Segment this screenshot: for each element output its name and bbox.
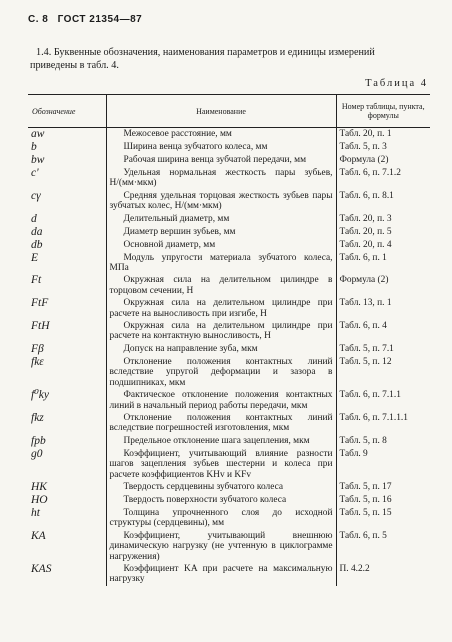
table-row bbox=[28, 128, 430, 142]
symbols-table bbox=[28, 94, 430, 586]
row-ref: Табл. 13, п. 1 bbox=[339, 298, 392, 309]
row-symbol: Ft bbox=[31, 274, 42, 287]
table-row bbox=[28, 141, 430, 154]
row-symbol: KA bbox=[31, 529, 46, 542]
row-ref: Табл. 20, п. 1 bbox=[339, 129, 392, 139]
row-name: Допуск на направление зуба, мкм bbox=[106, 343, 336, 356]
row-ref: Формула (2) bbox=[339, 155, 389, 165]
row-name: Отклонение положения контактных линий вследствие упругой деформации и зазора в подшипниках, мкм bbox=[106, 356, 336, 389]
row-symbol: c' bbox=[31, 167, 39, 179]
column-header-name: Наименование bbox=[106, 95, 336, 128]
row-name: Отклонение положения контактных линий вследствие погрешностей изготовления, мкм bbox=[106, 412, 336, 435]
page-header bbox=[28, 14, 148, 25]
row-symbol: b bbox=[31, 141, 37, 153]
row-name: Ширина венца зубчатого колеса, мм bbox=[106, 141, 336, 154]
row-symbol: FtH bbox=[31, 320, 50, 333]
row-symbol: HK bbox=[31, 480, 47, 493]
row-name: Удельная нормальная жесткость пары зубьев, Н/(мм·мкм) bbox=[106, 167, 336, 190]
row-ref: Табл. 20, п. 4 bbox=[339, 239, 392, 250]
row-ref: Табл. 6, п. 4 bbox=[339, 321, 387, 332]
table-row bbox=[28, 239, 430, 252]
table-row bbox=[28, 320, 430, 343]
row-symbol: FtF bbox=[31, 297, 49, 310]
table-row bbox=[28, 343, 430, 356]
intro-line-1: 1.4. Буквенные обозначения, наименования параметров и единицы измерений bbox=[36, 47, 375, 58]
row-symbol: ht bbox=[31, 506, 40, 519]
row-symbol: g0 bbox=[31, 447, 43, 460]
row-ref: Табл. 5, п. 15 bbox=[339, 507, 392, 518]
row-ref: П. 4.2.2 bbox=[339, 563, 370, 574]
row-name: Делительный диаметр, мм bbox=[106, 213, 336, 226]
row-name: Средняя удельная торцовая жесткость зубьев пары зубчатых колес, Н/(мм·мкм) bbox=[106, 190, 336, 213]
row-name: Фактическое отклонение положения контактных линий в начальный период работы передачи, мкм bbox=[106, 389, 336, 412]
row-name: Диаметр вершин зубьев, мм bbox=[106, 226, 336, 239]
row-symbol: HO bbox=[31, 493, 48, 506]
table-row bbox=[28, 252, 430, 275]
column-header-symbol: Обозначение bbox=[28, 95, 106, 128]
table-row bbox=[28, 154, 430, 167]
standard-code: ГОСТ 21354—87 bbox=[57, 14, 143, 25]
row-name: Окружная сила на делительном цилиндре в торцовом сечении, Н bbox=[106, 274, 336, 297]
row-ref: Формула (2) bbox=[339, 275, 389, 286]
row-name: Толщина упрочненного слоя до исходной структуры (сердцевины), мм bbox=[106, 507, 336, 530]
row-symbol: db bbox=[31, 238, 43, 251]
table-row bbox=[28, 412, 430, 435]
row-symbol: cγ bbox=[31, 189, 41, 202]
row-name: Основной диаметр, мм bbox=[106, 239, 336, 252]
row-name: Коэффициент, учитывающий внешнюю динамическую нагрузку (не учтенную в циклограмме нагружения) bbox=[106, 530, 336, 563]
row-ref: Табл. 6, п. 7.1.1.1 bbox=[339, 412, 408, 423]
row-symbol: E bbox=[31, 251, 39, 264]
intro-paragraph bbox=[30, 46, 430, 72]
row-symbol: KAS bbox=[31, 562, 52, 575]
table-row bbox=[28, 563, 430, 586]
row-ref: Табл. 5, п. 17 bbox=[339, 481, 392, 492]
table-row bbox=[28, 507, 430, 530]
table-row bbox=[28, 190, 430, 213]
row-symbol: f⁰ky bbox=[31, 389, 50, 402]
row-symbol: fpb bbox=[31, 434, 46, 447]
table-row bbox=[28, 274, 430, 297]
row-symbol: fkε bbox=[31, 355, 44, 368]
row-ref: Табл. 6, п. 5 bbox=[339, 530, 387, 541]
table-row bbox=[28, 481, 430, 494]
row-ref: Табл. 6, п. 8.1 bbox=[339, 190, 394, 201]
row-ref: Табл. 20, п. 5 bbox=[339, 226, 392, 237]
row-symbol: d bbox=[31, 212, 37, 225]
table-row bbox=[28, 448, 430, 481]
row-ref: Табл. 20, п. 3 bbox=[339, 213, 392, 224]
table-row bbox=[28, 389, 430, 412]
table-row bbox=[28, 435, 430, 448]
row-ref: Табл. 6, п. 7.1.1 bbox=[339, 390, 401, 401]
table-row bbox=[28, 213, 430, 226]
table-row bbox=[28, 297, 430, 320]
table-row bbox=[28, 226, 430, 239]
row-name: Окружная сила на делительном цилиндре при расчете на контактную выносливость, Н bbox=[106, 320, 336, 343]
row-ref: Табл. 5, п. 7.1 bbox=[339, 343, 394, 354]
row-name: Коэффициент KA при расчете на максимальную нагрузку bbox=[106, 563, 336, 586]
row-symbol: bw bbox=[31, 154, 45, 166]
row-ref: Табл. 6, п. 7.1.2 bbox=[339, 168, 401, 178]
row-name: Межосевое расстояние, мм bbox=[106, 128, 336, 142]
row-name: Твердость сердцевины зубчатого колеса bbox=[106, 481, 336, 494]
row-symbol: aw bbox=[31, 128, 45, 140]
row-name: Твердость поверхности зубчатого колеса bbox=[106, 494, 336, 507]
page-number: С. 8 bbox=[28, 14, 49, 25]
row-symbol: fkz bbox=[31, 411, 44, 424]
intro-line-2: приведены в табл. 4. bbox=[30, 60, 119, 71]
table-row bbox=[28, 494, 430, 507]
row-name: Окружная сила на делительном цилиндре при расчете на выносливость при изгибе, Н bbox=[106, 297, 336, 320]
table-header-row bbox=[28, 95, 430, 128]
table-row bbox=[28, 530, 430, 563]
table-title: Таблица 4 bbox=[365, 78, 428, 89]
row-ref: Табл. 9 bbox=[339, 448, 368, 459]
row-ref: Табл. 5, п. 3 bbox=[339, 142, 387, 152]
row-ref: Табл. 6, п. 1 bbox=[339, 252, 387, 263]
row-name: Модуль упругости материала зубчатого колеса, МПа bbox=[106, 252, 336, 275]
column-header-ref: Номер таблицы, пункта, формулы bbox=[336, 95, 430, 128]
row-name: Рабочая ширина венца зубчатой передачи, мм bbox=[106, 154, 336, 167]
table-row bbox=[28, 356, 430, 389]
row-name: Коэффициент, учитывающий влияние разности шагов зацепления зубьев шестерни и колеса при расчете коэффициентов KHv и KFv bbox=[106, 448, 336, 481]
row-ref: Табл. 5, п. 12 bbox=[339, 356, 392, 367]
row-symbol: Fβ bbox=[31, 342, 44, 355]
table-row bbox=[28, 167, 430, 190]
row-ref: Табл. 5, п. 16 bbox=[339, 494, 392, 505]
row-symbol: da bbox=[31, 225, 43, 238]
table-body bbox=[28, 128, 430, 586]
row-ref: Табл. 5, п. 8 bbox=[339, 435, 387, 446]
row-name: Предельное отклонение шага зацепления, мкм bbox=[106, 435, 336, 448]
